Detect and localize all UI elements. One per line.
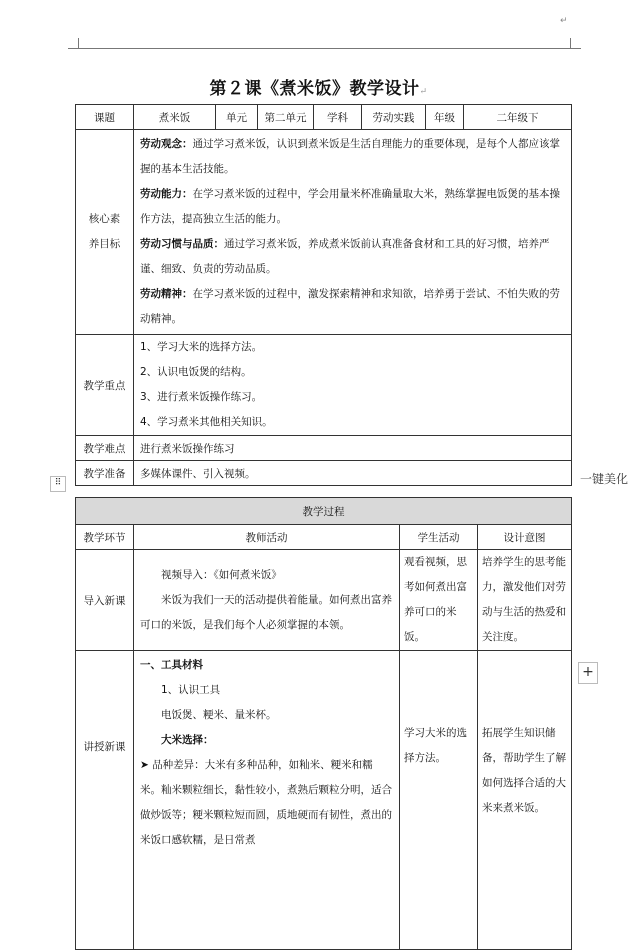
- process-header[interactable]: 教学过程: [76, 498, 572, 525]
- difficult-row: [76, 436, 572, 461]
- teacher-body-text: 品种差异：大米有多种品种，如籼米、粳米和糯米。籼米颗粒细长，黏性较小，煮熟后颗粒分明，适合做炒饭等；粳米颗粒短而圆，质地硬而有韧性，煮出的米饭口感软糯，是日常煮: [140, 759, 392, 846]
- goals-content[interactable]: [134, 130, 572, 335]
- col-intent[interactable]: 设计意图: [478, 525, 572, 550]
- header-rule: [78, 48, 570, 49]
- key-point-item: 2、认识电饭煲的结构。: [140, 366, 252, 378]
- paragraph-mark: ↵: [560, 16, 568, 26]
- intent-text: 培养学生的思考能力，激发他们对劳动与生活的热爱和关注度。: [482, 556, 566, 643]
- margin-corner-right: [570, 38, 581, 49]
- table-row: [76, 550, 572, 651]
- key-points-content[interactable]: [134, 335, 572, 436]
- key-point-item: 1、学习大米的选择方法。: [140, 341, 263, 353]
- goal-text: 在学习煮米饭的过程中，激发探索精神和求知欲，培养勇于尝试、不怕失败的劳动精神。: [140, 288, 560, 325]
- info-header-row: [76, 105, 572, 130]
- teacher-line: 米饭为我们一天的活动提供着能量。如何煮出富养可口的米饭，是我们每个人必须掌握的本领。: [140, 593, 392, 631]
- title-text[interactable]: 第２课《煮米饭》教学设计: [209, 79, 420, 99]
- teacher-body: [140, 753, 393, 853]
- lesson-info-table: [75, 104, 572, 486]
- goals-label[interactable]: [76, 130, 134, 335]
- process-header-row: [76, 498, 572, 525]
- teacher-activity[interactable]: [134, 550, 400, 651]
- stage-intro[interactable]: 导入新课: [76, 550, 134, 651]
- grade-value[interactable]: 二年级下: [464, 105, 572, 130]
- beautify-button[interactable]: 一键美化: [576, 467, 637, 491]
- teacher-heading: 一、工具材料: [140, 659, 203, 671]
- goal-text: 在学习煮米饭的过程中，学会用量米杯准确量取大米，熟练掌握电饭煲的基本操作方法，提高独立生活的能力。: [140, 188, 560, 225]
- add-row-button[interactable]: +: [578, 662, 598, 684]
- difficult-label[interactable]: 教学难点: [76, 436, 134, 461]
- unit-label[interactable]: 单元: [216, 105, 258, 130]
- key-point-item: 3、进行煮米饭操作练习。: [140, 391, 263, 403]
- goal-head: 劳动能力：: [140, 188, 193, 200]
- stage-new-lesson[interactable]: 讲授新课: [76, 651, 134, 950]
- table-row: [76, 651, 572, 950]
- goal-head: 劳动精神：: [140, 288, 193, 300]
- goal-concept: [140, 132, 565, 182]
- goal-ability: [140, 182, 565, 232]
- goals-row: [76, 130, 572, 335]
- student-activity[interactable]: [400, 651, 478, 950]
- intent-text: 拓展学生知识储备，帮助学生了解如何选择合适的大米来煮米饭。: [482, 727, 566, 814]
- teaching-process-table: [75, 497, 572, 950]
- col-student[interactable]: 学生活动: [400, 525, 478, 550]
- subject-label[interactable]: 学科: [314, 105, 362, 130]
- key-points-row: [76, 335, 572, 436]
- document-title[interactable]: [0, 74, 637, 99]
- key-points-label[interactable]: 教学重点: [76, 335, 134, 436]
- difficult-value[interactable]: 进行煮米饭操作练习: [134, 436, 572, 461]
- goals-label-line2: 养目标: [88, 238, 121, 250]
- teacher-subheading: 1、认识工具: [161, 684, 221, 696]
- goal-head: 劳动观念：: [140, 138, 193, 150]
- process-columns-row: [76, 525, 572, 550]
- student-activity[interactable]: [400, 550, 478, 651]
- student-text: 观看视频，思考如何煮出富养可口的米饭。: [404, 556, 467, 643]
- goal-habit: [140, 232, 565, 282]
- arrow-bullet-icon: ➤: [140, 759, 153, 771]
- key-point-item: 4、学习煮米其他相关知识。: [140, 416, 273, 428]
- goal-spirit: [140, 282, 565, 332]
- grade-label[interactable]: 年级: [426, 105, 464, 130]
- teacher-subheading: 大米选择：: [161, 734, 214, 746]
- table-move-handle[interactable]: ⠿: [50, 476, 66, 492]
- prep-row: [76, 461, 572, 486]
- goal-text: 通过学习煮米饭，认识到煮米饭是生活自理能力的重要体现，是每个人都应该掌握的基本生活技能。: [140, 138, 560, 175]
- student-text: 学习大米的选择方法。: [404, 727, 467, 764]
- paragraph-mark: ↵: [419, 87, 428, 97]
- goal-text: 通过学习煮米饭，养成煮米饭前认真准备食材和工具的好习惯，培养严谨、细致、负责的劳动品质。: [140, 238, 550, 275]
- prep-label[interactable]: 教学准备: [76, 461, 134, 486]
- teacher-line: 电饭煲、粳米、量米杯。: [161, 709, 277, 721]
- design-intent[interactable]: [478, 550, 572, 651]
- goals-label-line1: 核心素: [88, 213, 121, 225]
- teacher-line: 视频导入：《如何煮米饭》: [161, 568, 282, 581]
- topic-label[interactable]: 课题: [76, 105, 134, 130]
- subject-value[interactable]: 劳动实践: [362, 105, 426, 130]
- design-intent[interactable]: [478, 651, 572, 950]
- prep-value[interactable]: 多媒体课件、引入视频。: [134, 461, 572, 486]
- unit-value[interactable]: 第二单元: [258, 105, 314, 130]
- col-teacher[interactable]: 教师活动: [134, 525, 400, 550]
- topic-value[interactable]: 煮米饭: [134, 105, 216, 130]
- goal-head: 劳动习惯与品质：: [140, 238, 224, 250]
- col-stage[interactable]: 教学环节: [76, 525, 134, 550]
- teacher-activity[interactable]: [134, 651, 400, 950]
